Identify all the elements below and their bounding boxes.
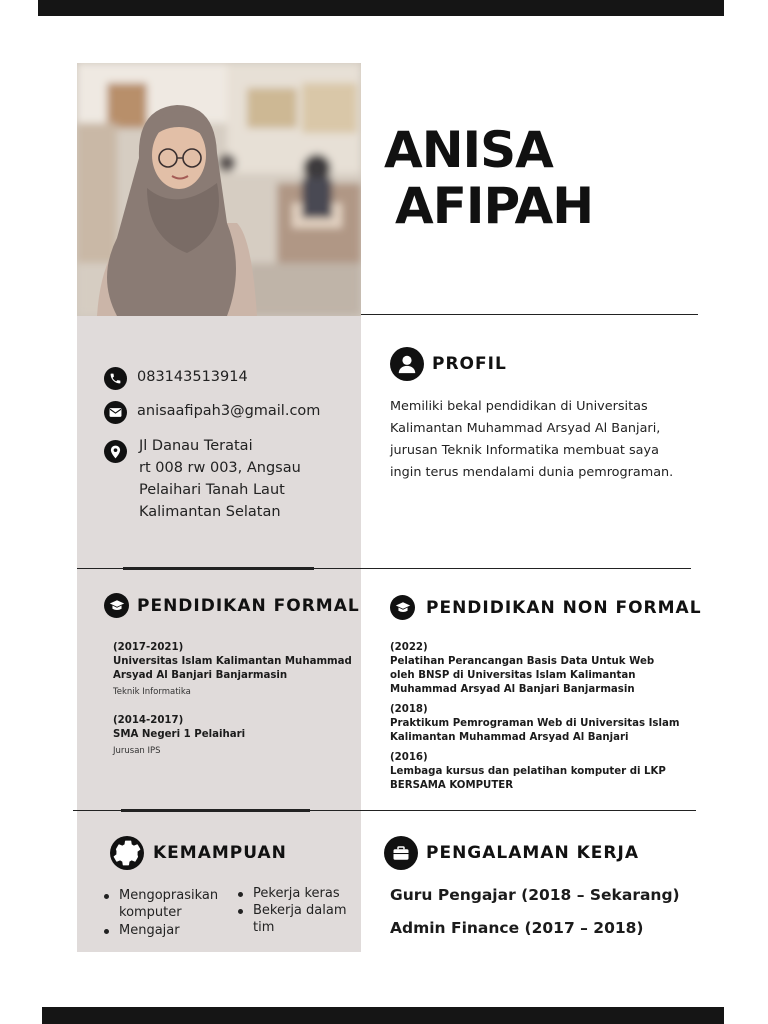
briefcase-icon: [384, 836, 418, 870]
divider-middle-accent: [123, 567, 314, 570]
formal-education-title: PENDIDIKAN FORMAL: [137, 595, 360, 616]
divider-lower-accent: [121, 809, 310, 812]
nonformal-edu-desc: Praktikum Pemrograman Web di Universitas Islam Kalimantan Muhammad Arsyad Al Banjari: [390, 718, 680, 743]
address-line-2: rt 008 rw 003, Angsau: [139, 460, 301, 476]
formal-edu-institution: SMA Negeri 1 Pelaihari: [113, 729, 246, 740]
profile-text: Memiliki bekal pendidikan di Universitas Kalimantan Muhammad Arsyad Al Banjari, jurusan Teknik Informatika membuat saya ingin terus mendalami dunia pemrograman.: [390, 399, 674, 480]
formal-education-heading: [104, 593, 360, 618]
mail-icon: [104, 401, 127, 424]
experience-title: PENGALAMAN KERJA: [426, 843, 639, 863]
contact-email: [104, 401, 320, 424]
profile-photo: [77, 63, 361, 316]
address-line-4: Kalimantan Selatan: [139, 504, 281, 520]
job-item-1: Guru Pengajar (2018 – Sekarang): [390, 886, 680, 904]
nonformal-edu-item-2: [390, 703, 680, 745]
location-pin-icon: [104, 440, 127, 463]
formal-edu-institution: Universitas Islam Kalimantan Muhammad Arsyad Al Banjari Banjarmasin: [113, 656, 352, 681]
phone-number: 083143513914: [137, 369, 248, 385]
nonformal-edu-desc: Lembaga kursus dan pelatihan komputer di LKP BERSAMA KOMPUTER: [390, 766, 666, 791]
nonformal-edu-desc: Pelatihan Perancangan Basis Data Untuk Web oleh BNSP di Universitas Islam Kalimantan Muhammad Arsyad Al Banjari Banjarmasin: [390, 656, 655, 695]
nonformal-edu-item-1: [390, 641, 680, 697]
skill-item: Bekerja dalam tim: [236, 902, 354, 936]
job-item-2: Admin Finance (2017 – 2018): [390, 919, 644, 937]
nonformal-edu-year: (2022): [390, 642, 428, 653]
skills-list-2: [236, 885, 354, 936]
profile-heading: [390, 347, 507, 381]
divider-top: [361, 314, 698, 315]
top-bar: [38, 0, 724, 16]
email-address: anisaafipah3@gmail.com: [137, 403, 321, 419]
skill-item: Mengajar: [102, 922, 228, 939]
address-block: [139, 435, 301, 523]
skills-list-1: [102, 887, 228, 939]
gear-icon: [110, 836, 144, 870]
formal-edu-item-2: [113, 714, 353, 758]
skills-heading: [110, 836, 287, 870]
phone-icon: [104, 367, 127, 390]
skill-item: Pekerja keras: [236, 885, 354, 902]
skill-item: Mengoprasikan komputer: [102, 887, 228, 921]
nonformal-education-heading: [390, 595, 702, 620]
formal-edu-years: (2017-2021): [113, 642, 184, 653]
last-name: AFIPAH: [395, 177, 594, 235]
nonformal-edu-year: (2016): [390, 752, 428, 763]
address-line-3: Pelaihari Tanah Laut: [139, 482, 285, 498]
formal-edu-item-1: [113, 641, 353, 699]
contact-address: [104, 439, 301, 523]
graduation-cap-icon: [390, 595, 415, 620]
formal-edu-major: Jurusan IPS: [113, 746, 161, 756]
formal-edu-years: (2014-2017): [113, 715, 184, 726]
profile-title: PROFIL: [432, 354, 507, 374]
skills-title: KEMAMPUAN: [153, 843, 287, 863]
graduation-cap-icon: [104, 593, 129, 618]
address-line-1: Jl Danau Teratai: [139, 438, 253, 454]
contact-phone: [104, 367, 248, 390]
first-name: ANISA: [384, 121, 553, 179]
experience-heading: [384, 836, 639, 870]
formal-edu-major: Teknik Informatika: [113, 687, 191, 697]
user-icon: [390, 347, 424, 381]
nonformal-edu-year: (2018): [390, 704, 428, 715]
bottom-bar: [42, 1007, 724, 1024]
nonformal-education-title: PENDIDIKAN NON FORMAL: [426, 597, 702, 618]
nonformal-edu-item-3: [390, 751, 680, 793]
full-name: [384, 122, 593, 234]
